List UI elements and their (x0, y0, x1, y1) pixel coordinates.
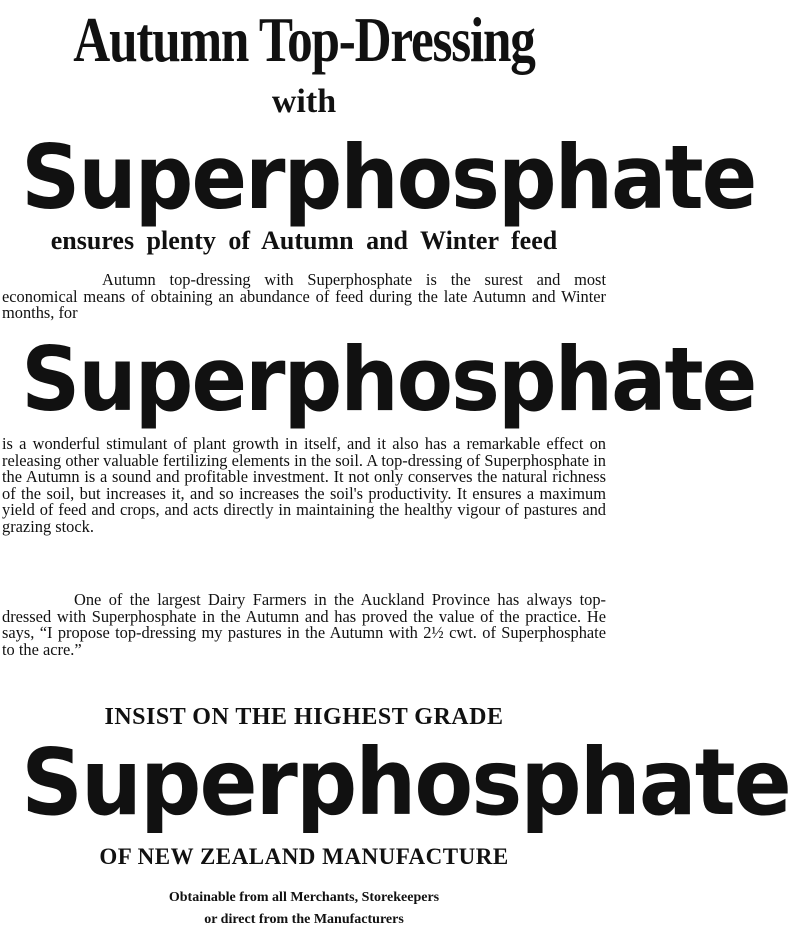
headline: Autumn Top-Dressing (73, 4, 535, 75)
availability-line: Obtainable from all Merchants, Storekeepers (168, 890, 440, 905)
body-paragraph-benefits: is a wonderful stimulant of plant growth in itself, and it also has a remarkable effect on releasing other valuable fertilizing elements in the soil. A top-dressing of Superphosphate in the Autumn is a sound and profitable investment. It not only conserves the natural richness of the soil, but increases it, and so increases the soil's productivity. It ensures a maximum yield of feed and crops, and acts directly in maintaining the healthy vigour of pastures and grazing stock. (2, 434, 606, 536)
availability-line: or direct from the Manufacturers (204, 912, 404, 927)
brand-name-middle: Superphosphate (21, 328, 756, 431)
brand-name-bottom: Superphosphate (21, 729, 790, 836)
call-to-action: INSIST ON THE HIGHEST GRADE (104, 704, 504, 730)
origin-statement: OF NEW ZEALAND MANUFACTURE (99, 844, 509, 869)
body-paragraph-testimonial: One of the largest Dairy Farmers in the Auckland Province has always top-dressed with Superphosphate in the Autumn and has proved the value of the practice. He says, “I propose top-dressing my pastures in the Autumn with 2½ cwt. of Superphosphate to the acre.” (2, 590, 606, 659)
body-paragraph-intro: Autumn top-dressing with Superphosphate is the surest and most economical means of obtaining an abundance of feed during the late Autumn and Winter months, for (2, 270, 606, 322)
headline-connector: with (271, 83, 337, 120)
subheadline: ensures plenty of Autumn and Winter feed (50, 226, 558, 255)
brand-name-top: Superphosphate (21, 126, 756, 229)
